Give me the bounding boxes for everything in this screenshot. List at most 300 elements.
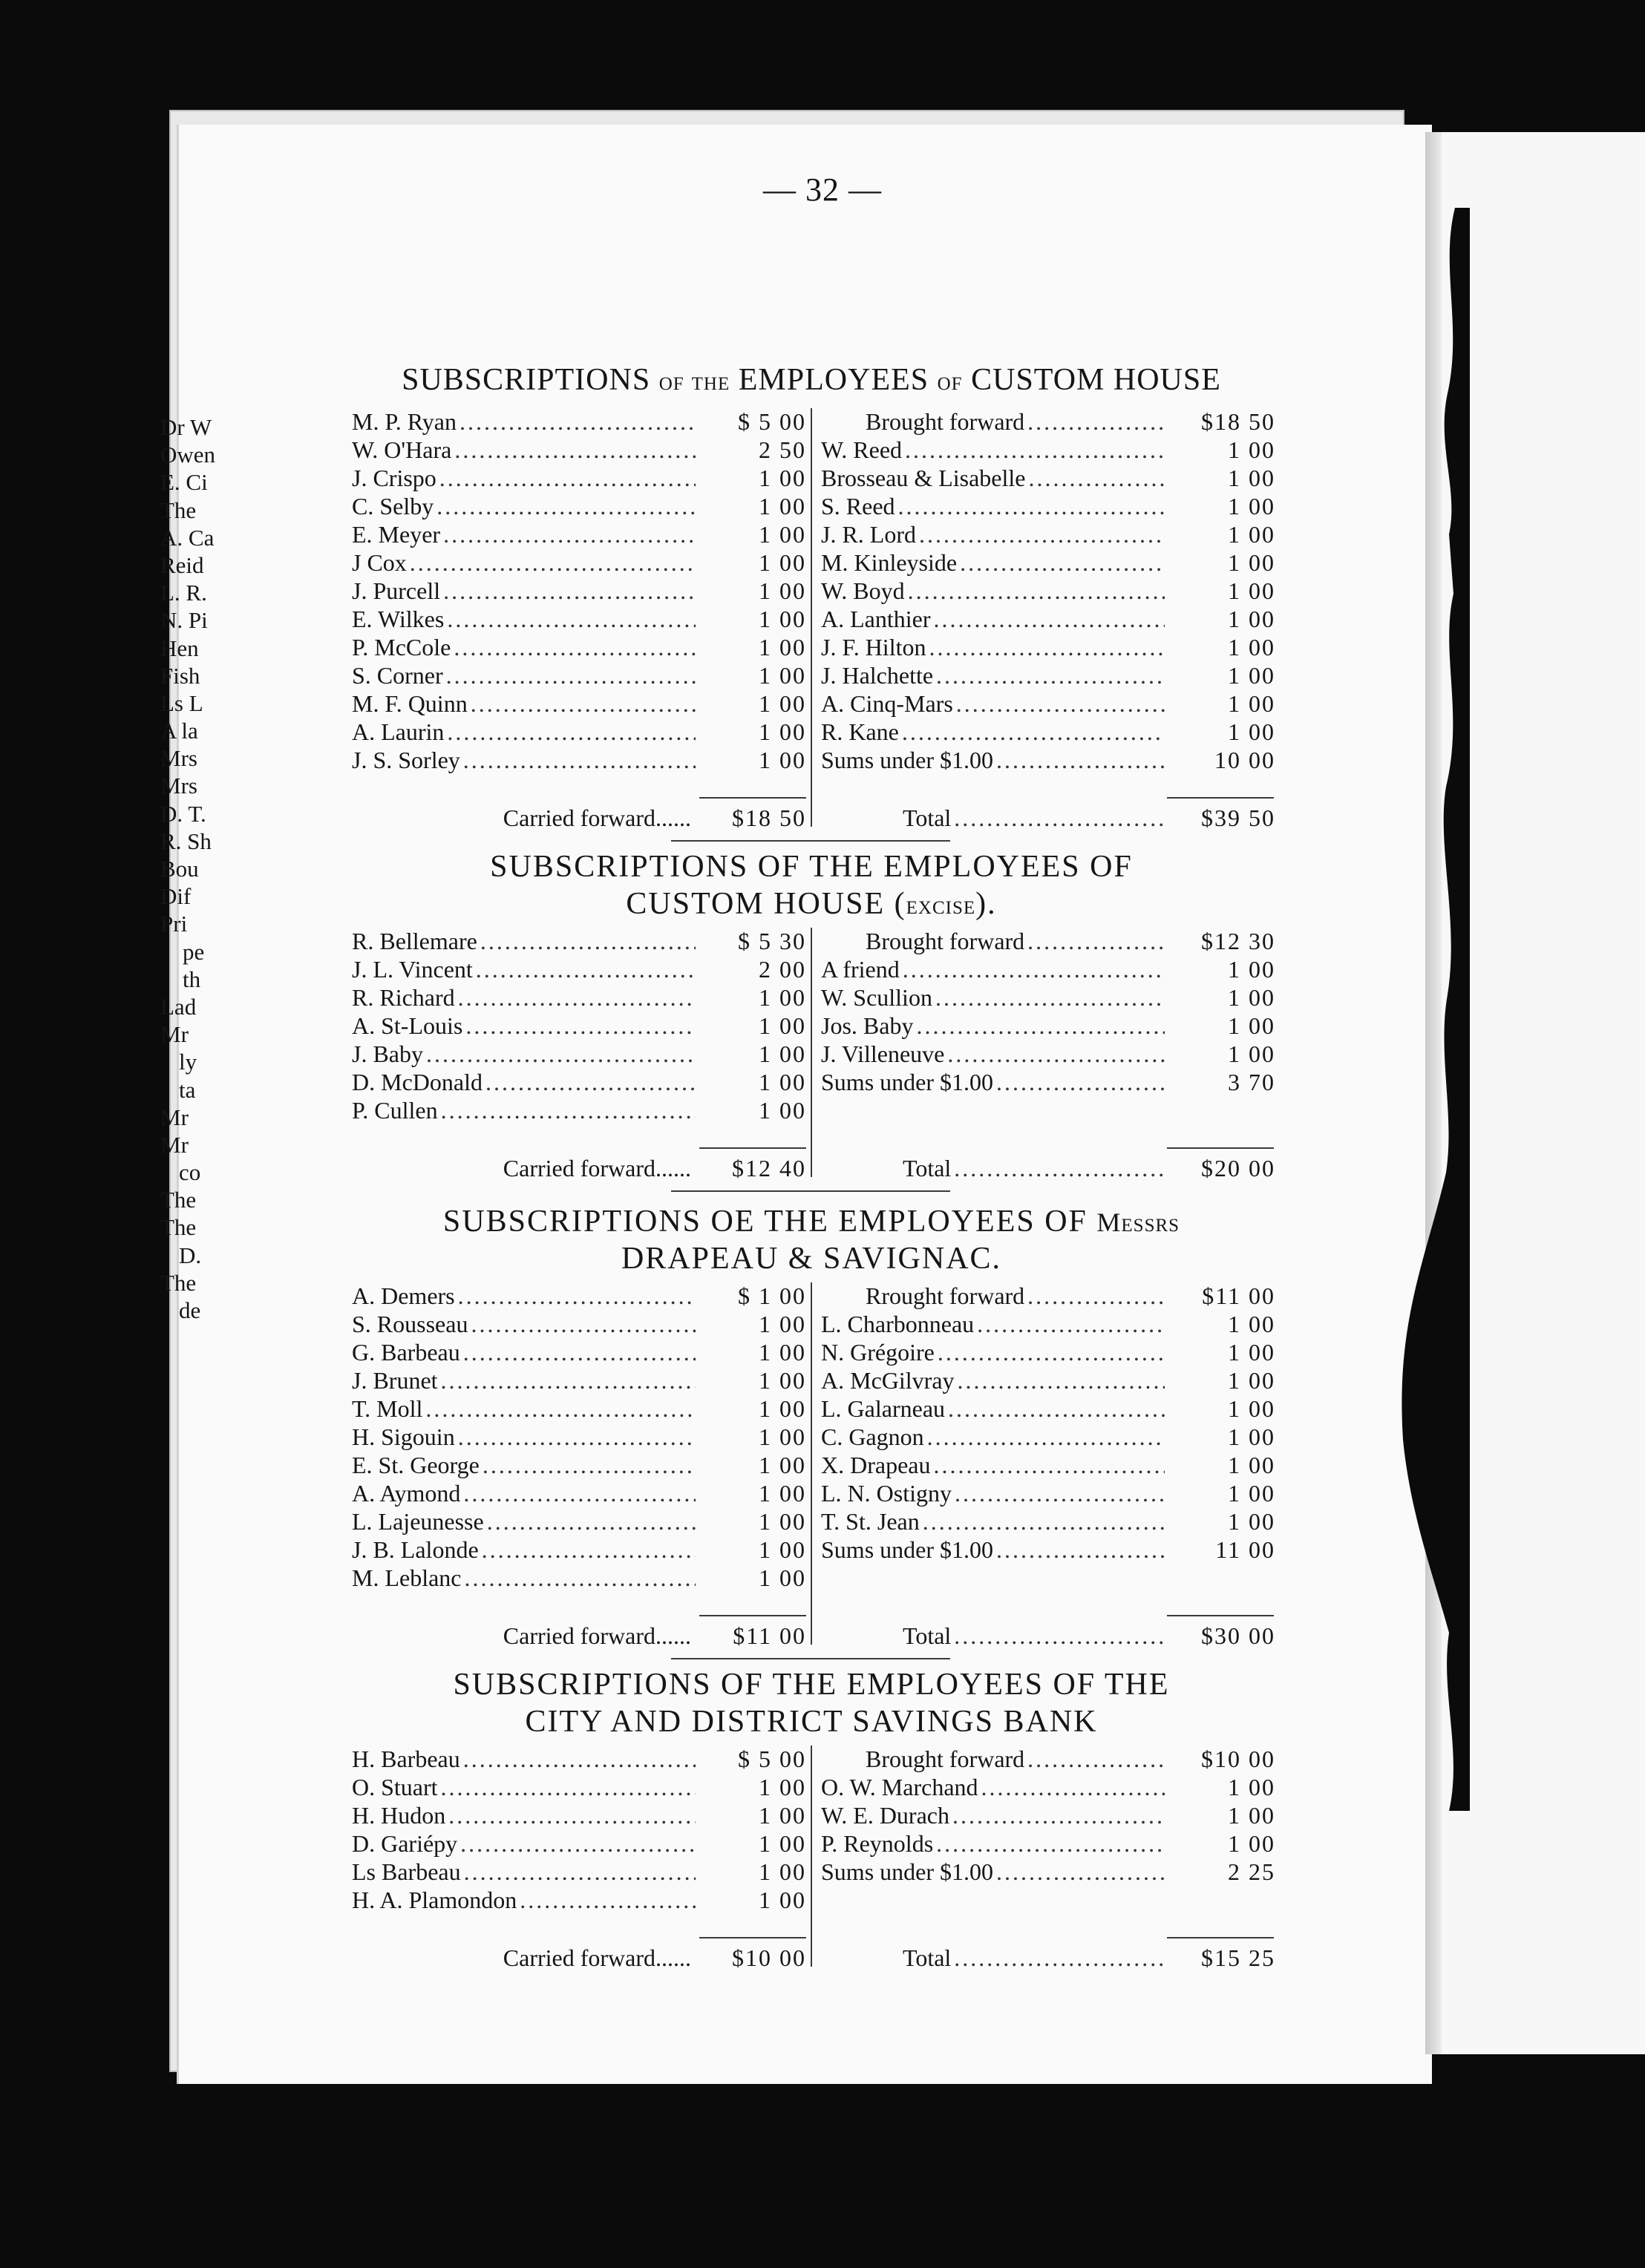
leader-dots <box>929 634 1165 661</box>
adjacent-fragment: Hen <box>160 635 199 661</box>
ledger-row <box>821 577 1275 606</box>
subscriber-name: W. Reed <box>821 436 903 463</box>
subscriber-name: N. Grégoire <box>821 1339 935 1366</box>
subscriber-name: Brought forward <box>866 408 1025 435</box>
adjacent-fragment: N. Pi <box>160 607 208 634</box>
ledger-row <box>352 1480 806 1508</box>
title-text: excise <box>906 890 976 920</box>
amount: 1 00 <box>759 1774 806 1800</box>
subscriber-name: Total <box>903 1155 952 1181</box>
leader-dots <box>996 1069 1165 1096</box>
ledger-row <box>352 521 806 549</box>
leader-dots <box>927 1423 1165 1451</box>
title-text: of <box>937 366 963 396</box>
left-column <box>352 1282 806 1593</box>
ledger-row <box>352 1746 806 1774</box>
subscriber-name: W. O'Hara <box>352 436 452 463</box>
subscriber-name: Rrought forward <box>866 1282 1025 1309</box>
amount: 1 00 <box>1228 956 1275 983</box>
amount: $18 50 <box>732 804 806 831</box>
section-separator <box>671 840 950 842</box>
column-divider <box>811 928 812 1177</box>
subscriber-name: J. Villeneuve <box>821 1040 945 1067</box>
leader-dots <box>425 1395 696 1423</box>
ledger-row <box>352 1830 806 1858</box>
subscriber-name: D. McDonald <box>352 1069 483 1095</box>
adjacent-fragment: D. <box>179 1242 202 1268</box>
section-separator <box>671 1190 950 1192</box>
subscriber-name: R. Bellemare <box>352 928 477 954</box>
ledger-row <box>821 465 1275 493</box>
leader-dots <box>996 1536 1165 1564</box>
ledger-row <box>821 1746 1275 1774</box>
ledger-row <box>821 493 1275 521</box>
subscriber-name: J. Halchette <box>821 662 934 689</box>
subscriber-name: A friend <box>821 956 900 983</box>
subscriber-name: A. McGilvray <box>821 1367 955 1394</box>
sum-rule <box>699 1147 806 1149</box>
right-column <box>821 1746 1275 1887</box>
subscriber-name: S. Corner <box>352 662 443 689</box>
leader-dots <box>436 493 696 520</box>
carried-forward-label: Carried forward <box>503 804 655 831</box>
subscriber-name: O. W. Marchand <box>821 1774 978 1800</box>
adjacent-fragment: Owen <box>160 442 216 468</box>
amount: $20 00 <box>1201 1155 1275 1181</box>
subscriber-name: H. A. Plamondon <box>352 1887 517 1913</box>
amount: 1 00 <box>759 718 806 745</box>
leader-dots <box>954 1622 1165 1650</box>
subscriber-name: M. P. Ryan <box>352 408 457 435</box>
amount: $39 50 <box>1201 804 1275 831</box>
amount: $ 5 00 <box>738 1746 806 1772</box>
leader-dots <box>956 690 1165 718</box>
amount: 1 00 <box>1228 606 1275 632</box>
adjacent-page-text <box>160 414 215 1325</box>
adjacent-fragment: The <box>160 1214 197 1241</box>
leader-dots <box>448 1802 696 1829</box>
leader-dots <box>923 1508 1165 1536</box>
section-title <box>349 362 1274 399</box>
leader-dots <box>1027 408 1165 436</box>
section-title <box>349 849 1274 885</box>
subscriber-name: P. Cullen <box>352 1097 438 1124</box>
subscriber-name: J. Brunet <box>352 1367 438 1394</box>
leader-dots <box>443 577 696 605</box>
amount: 1 00 <box>1228 549 1275 576</box>
adjacent-fragment: Lad <box>160 993 197 1020</box>
amount: 1 00 <box>1228 690 1275 717</box>
amount: $15 25 <box>1201 1944 1275 1971</box>
column-divider <box>811 408 812 827</box>
subscriber-name: P. McCole <box>352 634 451 661</box>
adjacent-fragment: L. R. <box>160 580 207 606</box>
subscriber-name: H. Barbeau <box>352 1746 460 1772</box>
amount: 1 00 <box>759 465 806 491</box>
ledger-row <box>352 928 806 956</box>
section-title <box>349 1204 1274 1240</box>
subscriber-name: L. Charbonneau <box>821 1311 975 1337</box>
ledger-row <box>352 1069 806 1097</box>
leader-dots <box>458 1423 696 1451</box>
amount: 1 00 <box>1228 577 1275 604</box>
amount: 1 00 <box>759 1069 806 1095</box>
subscriber-name: C. Selby <box>352 493 434 520</box>
adjacent-fragment: E. Ci <box>160 469 208 496</box>
adjacent-fragment: Reid <box>160 551 204 578</box>
section-title <box>349 1241 1274 1276</box>
ledger-row <box>821 634 1275 662</box>
ledger-row <box>821 1040 1275 1069</box>
leader-dots <box>954 1155 1165 1182</box>
subscriber-name: L. N. Ostigny <box>821 1480 952 1507</box>
leader-dots <box>458 1282 696 1310</box>
adjacent-fragment: Pri <box>160 911 188 937</box>
leader-dots <box>955 1480 1165 1507</box>
subscriber-name: A. Lanthier <box>821 606 931 632</box>
leader-dots <box>952 1802 1165 1829</box>
carried-forward-label: Carried forward <box>503 1155 655 1181</box>
amount: 1 00 <box>1228 1395 1275 1422</box>
amount: $ 5 00 <box>738 408 806 435</box>
leader-dots <box>960 549 1165 577</box>
leader-dots <box>463 1339 696 1366</box>
title-text: of the <box>658 366 730 396</box>
subscriber-name: J. B. Lalonde <box>352 1536 479 1563</box>
subscriber-name: M. Kinleyside <box>821 549 958 576</box>
ledger-row <box>352 1858 806 1887</box>
leader-dots <box>954 1944 1165 1972</box>
subscriber-name: A. Aymond <box>352 1480 461 1507</box>
leader-dots <box>476 956 696 983</box>
subscriber-name: G. Barbeau <box>352 1339 460 1366</box>
subscriber-name: T. Moll <box>352 1395 423 1422</box>
subscriber-name: R. Kane <box>821 718 899 745</box>
ledger-row <box>821 662 1275 690</box>
adjacent-fragment: Dif <box>160 883 192 910</box>
ledger-row <box>821 1774 1275 1802</box>
amount: $18 50 <box>1201 408 1275 435</box>
ledger-row <box>821 718 1275 747</box>
amount: 1 00 <box>759 1830 806 1857</box>
subscriber-name: Jos. Baby <box>821 1012 914 1039</box>
leader-dots <box>463 1480 696 1507</box>
leader-dots <box>1028 465 1165 492</box>
adjacent-fragment: co <box>179 1159 201 1186</box>
subscriber-name: A. St-Louis <box>352 1012 463 1039</box>
subscriber-name: Carried forward...... <box>503 804 691 831</box>
title-text: EMPLOYEES <box>730 363 938 397</box>
amount: 1 00 <box>759 1097 806 1124</box>
subscriber-name: D. Gariépy <box>352 1830 458 1857</box>
subscriber-name: C. Gagnon <box>821 1423 924 1450</box>
ledger-row <box>352 1622 806 1651</box>
ledger-row <box>352 718 806 747</box>
ledger-row <box>821 1830 1275 1858</box>
left-column <box>352 928 806 1125</box>
subscriber-name: M. F. Quinn <box>352 690 468 717</box>
leader-dots <box>520 1887 696 1914</box>
amount: 1 00 <box>1228 1311 1275 1337</box>
section-title <box>349 886 1274 922</box>
amount: 1 00 <box>759 549 806 576</box>
amount: $10 00 <box>1201 1746 1275 1772</box>
amount: 1 00 <box>1228 1774 1275 1800</box>
amount: 1 00 <box>759 1536 806 1563</box>
ledger-row <box>821 1012 1275 1040</box>
amount: 1 00 <box>1228 1040 1275 1067</box>
title-text: SUBSCRIPTIONS <box>402 363 659 397</box>
leader-dots <box>465 1012 696 1040</box>
leader-dots <box>464 1858 696 1886</box>
amount: 1 00 <box>759 1423 806 1450</box>
ledger-row <box>352 1802 806 1830</box>
ledger-row <box>352 1012 806 1040</box>
leader-dots <box>487 1508 696 1536</box>
ledger-row <box>821 436 1275 465</box>
amount: 1 00 <box>1228 1339 1275 1366</box>
subscriber-name: Total <box>903 1944 952 1971</box>
leader-dots <box>936 1830 1165 1858</box>
title-text: Messrs <box>1096 1207 1180 1237</box>
leader-dots <box>447 718 696 746</box>
sum-rule <box>1167 1147 1274 1149</box>
ledger-row <box>352 1155 806 1183</box>
amount: $ 5 30 <box>738 928 806 954</box>
adjacent-fragment: A la <box>160 718 198 744</box>
leader-dots <box>426 1040 696 1068</box>
subscriber-name: Sums under $1.00 <box>821 1536 993 1563</box>
leader-dots <box>482 1536 696 1564</box>
ledger-row <box>352 1339 806 1367</box>
ledger-row <box>352 662 806 690</box>
amount: 1 00 <box>759 1564 806 1591</box>
subscriber-name: Sums under $1.00 <box>821 1069 993 1095</box>
title-text: SUBSCRIPTIONS OE THE EMPLOYEES OF <box>442 1205 1097 1239</box>
ledger-row <box>821 1536 1275 1564</box>
carried-forward-label: Carried forward <box>503 1622 655 1649</box>
sum-rule <box>1167 1615 1274 1616</box>
leader-dots <box>441 1097 696 1124</box>
adjacent-fragment: Mrs <box>160 745 197 772</box>
leader-dots <box>441 1367 696 1394</box>
amount: 1 00 <box>759 1887 806 1913</box>
column-divider <box>811 1282 812 1645</box>
ledger-row <box>821 690 1275 718</box>
amount: 1 00 <box>759 606 806 632</box>
amount: 1 00 <box>1228 521 1275 548</box>
subscriber-name: A. Laurin <box>352 718 445 745</box>
subscriber-name: A. Cinq-Mars <box>821 690 953 717</box>
subscriber-name: J. S. Sorley <box>352 747 460 773</box>
amount: 3 70 <box>1228 1069 1275 1095</box>
amount: 1 00 <box>1228 1012 1275 1039</box>
ledger-row <box>352 1508 806 1536</box>
section-title <box>349 1704 1274 1740</box>
leader-dots <box>919 521 1165 548</box>
right-column <box>821 1282 1275 1564</box>
leader-dots <box>447 606 696 633</box>
adjacent-fragment: pe <box>183 938 205 965</box>
amount: 2 25 <box>1228 1858 1275 1885</box>
subscriber-name: J. Crispo <box>352 465 436 491</box>
amount: 1 00 <box>759 1040 806 1067</box>
leader-dots <box>454 436 696 464</box>
leader-dots <box>1027 1282 1165 1310</box>
leader-dots <box>954 804 1165 832</box>
amount: 1 00 <box>1228 465 1275 491</box>
adjacent-fragment: Mr <box>160 1021 189 1048</box>
leader-dots <box>454 634 696 661</box>
subscriber-name: Ls Barbeau <box>352 1858 461 1885</box>
subscriber-name: Total <box>903 804 952 831</box>
subscriber-name: E. St. George <box>352 1452 480 1478</box>
subscriber-name: H. Hudon <box>352 1802 446 1829</box>
amount: 1 00 <box>759 662 806 689</box>
ledger-row <box>352 747 806 775</box>
title-text: ). <box>975 887 997 921</box>
adjacent-fragment: ly <box>179 1049 197 1075</box>
amount: 1 00 <box>759 747 806 773</box>
subscriber-name: Carried forward...... <box>503 1944 691 1971</box>
subscriber-name: J. Purcell <box>352 577 441 604</box>
leader-dots <box>933 1452 1165 1479</box>
ledger-row <box>352 1282 806 1311</box>
amount: 1 00 <box>1228 1508 1275 1535</box>
amount: 1 00 <box>1228 984 1275 1011</box>
amount: 10 00 <box>1214 747 1275 773</box>
subscriber-name: Carried forward...... <box>503 1622 691 1649</box>
amount: $ 1 00 <box>738 1282 806 1309</box>
leader-dots <box>903 956 1165 983</box>
ledger-row <box>352 1536 806 1564</box>
title-text: DRAPEAU & SAVIGNAC. <box>621 1242 1002 1276</box>
column-divider <box>811 1746 812 1967</box>
subscriber-name: Carried forward...... <box>503 1155 691 1181</box>
torn-edge <box>1366 178 1470 1959</box>
title-text: CUSTOM HOUSE ( <box>626 887 906 921</box>
leader-dots <box>463 1746 696 1773</box>
adjacent-fragment: Fish <box>160 662 200 689</box>
leader-dots <box>458 984 696 1012</box>
sum-rule <box>699 1615 806 1616</box>
right-column <box>821 928 1275 1097</box>
leader-dots <box>485 1069 696 1096</box>
amount: 1 00 <box>759 984 806 1011</box>
sum-rule <box>699 797 806 799</box>
leader-dots <box>480 928 696 955</box>
left-column <box>352 1746 806 1915</box>
amount: 1 00 <box>759 1367 806 1394</box>
ledger-row <box>352 465 806 493</box>
subscriber-name: W. E. Durach <box>821 1802 949 1829</box>
ledger-row <box>821 1155 1275 1183</box>
adjacent-fragment: th <box>183 966 201 992</box>
ledger-row <box>352 1564 806 1593</box>
amount: 1 00 <box>759 1395 806 1422</box>
subscriber-name: Sums under $1.00 <box>821 1858 993 1885</box>
leader-dots <box>898 493 1165 520</box>
ledger-row <box>352 1452 806 1480</box>
ledger-row <box>352 804 806 833</box>
amount: 1 00 <box>1228 662 1275 689</box>
amount: 2 00 <box>759 956 806 983</box>
amount: 1 00 <box>1228 634 1275 661</box>
subscriber-name: Brought forward <box>866 1746 1025 1772</box>
leader-dots <box>471 1311 696 1338</box>
amount: 1 00 <box>1228 1480 1275 1507</box>
sum-rule <box>699 1937 806 1938</box>
adjacent-fragment: Mr <box>160 1104 189 1130</box>
amount: 1 00 <box>759 1480 806 1507</box>
ledger-row <box>821 521 1275 549</box>
ledger-row <box>821 956 1275 984</box>
leader-dots <box>934 606 1165 633</box>
ledger-row <box>821 1069 1275 1097</box>
amount: $10 00 <box>732 1944 806 1971</box>
ledger-row <box>821 408 1275 436</box>
ledger-row <box>821 1858 1275 1887</box>
sum-rule <box>1167 797 1274 799</box>
leader-dots <box>902 718 1165 746</box>
amount: 1 00 <box>759 493 806 520</box>
subscriber-name: P. Reynolds <box>821 1830 934 1857</box>
subscriber-name: T. St. Jean <box>821 1508 920 1535</box>
ledger-row <box>352 1097 806 1125</box>
ledger-row <box>821 549 1275 577</box>
amount: 1 00 <box>1228 1802 1275 1829</box>
adjacent-fragment: R. Sh <box>160 827 212 854</box>
amount: 1 00 <box>759 577 806 604</box>
ledger-row <box>821 1944 1275 1973</box>
leader-dots <box>443 521 696 548</box>
ledger-row <box>352 1367 806 1395</box>
leader-dots <box>446 662 696 689</box>
ledger-row <box>352 634 806 662</box>
adjacent-fragment: Ls L <box>160 689 203 716</box>
ledger-row <box>352 549 806 577</box>
leader-dots <box>465 1564 696 1592</box>
subscriber-name: E. Wilkes <box>352 606 445 632</box>
leader-dots <box>935 984 1165 1012</box>
subscriber-name: W. Scullion <box>821 984 932 1011</box>
title-text: CITY AND DISTRICT SAVINGS BANK <box>525 1705 1098 1739</box>
leader-dots <box>908 577 1165 605</box>
amount: $11 00 <box>1202 1282 1275 1309</box>
subscriber-name: J. F. Hilton <box>821 634 926 661</box>
subscriber-name: Brosseau & Lisabelle <box>821 465 1026 491</box>
leader-dots <box>947 1040 1165 1068</box>
subscriber-name: J. L. Vincent <box>352 956 473 983</box>
leader-dots <box>483 1452 696 1479</box>
leader-dots <box>1027 928 1165 955</box>
ledger-row <box>821 928 1275 956</box>
amount: 1 00 <box>759 634 806 661</box>
amount: 1 00 <box>759 690 806 717</box>
amount: 2 50 <box>759 436 806 463</box>
adjacent-fragment: Mrs <box>160 773 197 799</box>
subscriber-name: E. Meyer <box>352 521 441 548</box>
left-column <box>352 408 806 775</box>
adjacent-fragment: The <box>160 1269 197 1296</box>
leader-dots <box>977 1311 1165 1338</box>
ledger-row <box>821 1622 1275 1651</box>
ledger-row <box>352 1040 806 1069</box>
ledger-row <box>821 1367 1275 1395</box>
subscriber-name: J. R. Lord <box>821 521 916 548</box>
adjacent-fragment: A. Ca <box>160 524 215 551</box>
ledger-row <box>352 1423 806 1452</box>
